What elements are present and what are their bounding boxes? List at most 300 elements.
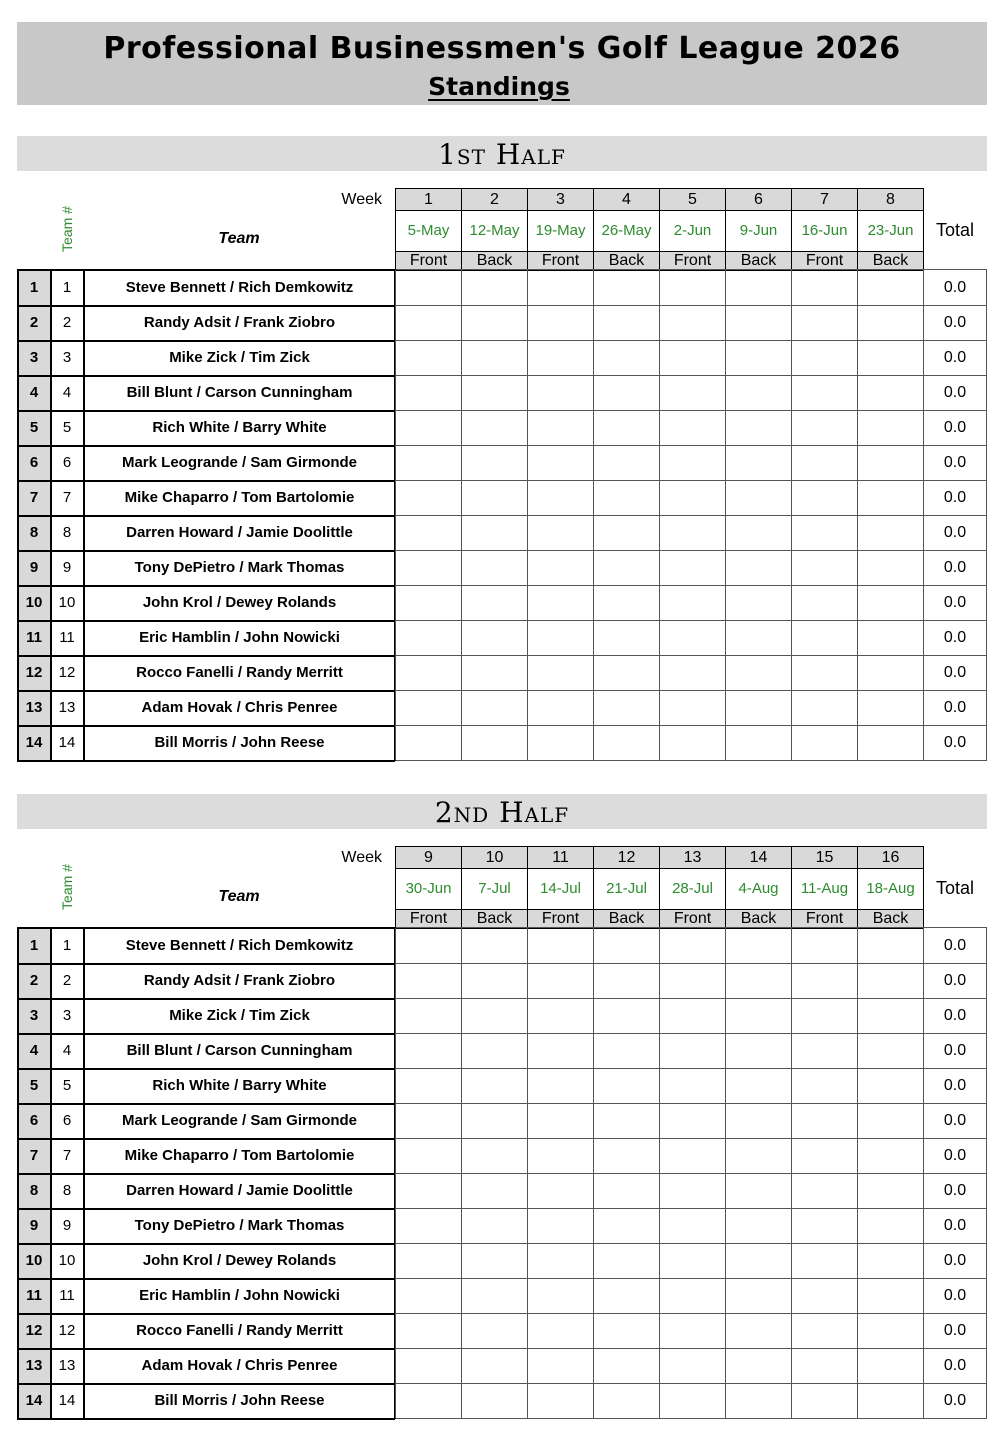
row-gridline bbox=[395, 550, 987, 551]
team-number-cell: 6 bbox=[62, 1112, 72, 1129]
team-name-cell: Tony DePietro / Mark Thomas bbox=[134, 1217, 345, 1234]
row-gridline bbox=[395, 1278, 987, 1279]
score-cell[interactable] bbox=[527, 1103, 593, 1138]
week-number: 4 bbox=[593, 188, 660, 211]
score-cell[interactable] bbox=[725, 340, 791, 375]
row-divider bbox=[17, 1208, 395, 1210]
score-cell[interactable] bbox=[461, 585, 527, 620]
score-cell[interactable] bbox=[659, 1138, 725, 1173]
score-cell[interactable] bbox=[659, 305, 725, 340]
col-gridline bbox=[527, 270, 528, 760]
score-cell[interactable] bbox=[527, 963, 593, 998]
score-cell[interactable] bbox=[395, 1173, 461, 1208]
score-cell[interactable] bbox=[593, 1383, 659, 1418]
score-cell[interactable] bbox=[395, 515, 461, 550]
score-cell[interactable] bbox=[791, 375, 857, 410]
score-cell[interactable] bbox=[659, 1033, 725, 1068]
row-gridline bbox=[395, 445, 987, 446]
score-cell[interactable] bbox=[593, 445, 659, 480]
score-cell[interactable] bbox=[725, 1278, 791, 1313]
score-cell[interactable] bbox=[527, 1348, 593, 1383]
score-cell[interactable] bbox=[461, 1033, 527, 1068]
row-gridline bbox=[395, 1208, 987, 1209]
score-cell[interactable] bbox=[527, 515, 593, 550]
subtitle-text: Standings bbox=[428, 72, 570, 101]
score-cell[interactable] bbox=[725, 725, 791, 760]
score-cell[interactable] bbox=[527, 928, 593, 963]
score-cell[interactable] bbox=[791, 690, 857, 725]
row-gridline bbox=[395, 1348, 987, 1349]
score-cell[interactable] bbox=[791, 550, 857, 585]
score-cell[interactable] bbox=[395, 998, 461, 1033]
row-gridline bbox=[395, 963, 987, 964]
score-cell[interactable] bbox=[857, 270, 923, 305]
score-cell[interactable] bbox=[593, 725, 659, 760]
score-cell[interactable] bbox=[461, 655, 527, 690]
score-cell[interactable] bbox=[857, 550, 923, 585]
score-cell[interactable] bbox=[725, 1033, 791, 1068]
score-cell[interactable] bbox=[461, 1278, 527, 1313]
score-cell[interactable] bbox=[395, 1103, 461, 1138]
score-cell[interactable] bbox=[659, 1068, 725, 1103]
score-cell[interactable] bbox=[725, 690, 791, 725]
score-cell[interactable] bbox=[791, 515, 857, 550]
score-cell[interactable] bbox=[857, 1243, 923, 1278]
score-cell[interactable] bbox=[791, 1278, 857, 1313]
score-cell[interactable] bbox=[857, 410, 923, 445]
score-cell[interactable] bbox=[593, 620, 659, 655]
score-cell[interactable] bbox=[395, 375, 461, 410]
score-cell[interactable] bbox=[857, 1068, 923, 1103]
score-cell[interactable] bbox=[791, 410, 857, 445]
week-side: Back bbox=[593, 251, 660, 271]
score-cell[interactable] bbox=[395, 1313, 461, 1348]
score-cell[interactable] bbox=[791, 480, 857, 515]
score-cell[interactable] bbox=[461, 480, 527, 515]
week-date: 19-May bbox=[527, 211, 594, 251]
score-cell[interactable] bbox=[527, 550, 593, 585]
week-side: Back bbox=[857, 251, 924, 271]
score-cell[interactable] bbox=[857, 1103, 923, 1138]
score-cell[interactable] bbox=[527, 1173, 593, 1208]
team-number-cell: 5 bbox=[62, 419, 72, 436]
score-cell[interactable] bbox=[659, 445, 725, 480]
score-cell[interactable] bbox=[395, 445, 461, 480]
score-cell[interactable] bbox=[791, 1208, 857, 1243]
score-cell[interactable] bbox=[725, 1313, 791, 1348]
score-cell[interactable] bbox=[791, 585, 857, 620]
total-cell: 0.0 bbox=[943, 279, 967, 296]
score-cell[interactable] bbox=[659, 1348, 725, 1383]
week-side: Front bbox=[791, 909, 858, 929]
score-cell[interactable] bbox=[593, 1278, 659, 1313]
score-cell[interactable] bbox=[725, 410, 791, 445]
score-cell[interactable] bbox=[527, 480, 593, 515]
score-cell[interactable] bbox=[527, 998, 593, 1033]
row-gridline bbox=[395, 1033, 987, 1034]
score-cell[interactable] bbox=[791, 963, 857, 998]
score-cell[interactable] bbox=[791, 1033, 857, 1068]
col-gridline bbox=[725, 270, 726, 760]
score-cell[interactable] bbox=[593, 928, 659, 963]
score-cell[interactable] bbox=[593, 1313, 659, 1348]
score-cell[interactable] bbox=[593, 690, 659, 725]
score-cell[interactable] bbox=[593, 410, 659, 445]
score-cell[interactable] bbox=[791, 1313, 857, 1348]
team-name-cell: Rich White / Barry White bbox=[152, 1077, 327, 1094]
score-cell[interactable] bbox=[857, 1173, 923, 1208]
score-cell[interactable] bbox=[725, 620, 791, 655]
col-gridline bbox=[593, 928, 594, 1418]
score-cell[interactable] bbox=[395, 690, 461, 725]
score-cell[interactable] bbox=[725, 445, 791, 480]
score-cell[interactable] bbox=[395, 305, 461, 340]
row-gridline bbox=[395, 1068, 987, 1069]
score-cell[interactable] bbox=[461, 410, 527, 445]
score-cell[interactable] bbox=[461, 340, 527, 375]
score-cell[interactable] bbox=[659, 655, 725, 690]
score-cell[interactable] bbox=[791, 340, 857, 375]
score-cell[interactable] bbox=[857, 1383, 923, 1418]
score-cell[interactable] bbox=[659, 270, 725, 305]
team-name-cell: Bill Morris / John Reese bbox=[154, 734, 325, 751]
week-side: Back bbox=[857, 909, 924, 929]
score-cell[interactable] bbox=[593, 270, 659, 305]
score-cell[interactable] bbox=[725, 1138, 791, 1173]
rank-cell: 9 bbox=[18, 550, 50, 585]
score-cell[interactable] bbox=[659, 515, 725, 550]
score-cell[interactable] bbox=[791, 620, 857, 655]
score-cell[interactable] bbox=[791, 1173, 857, 1208]
week-date: 5-May bbox=[395, 211, 462, 251]
team-number-cell: 11 bbox=[59, 629, 75, 646]
score-cell[interactable] bbox=[527, 1068, 593, 1103]
score-cell[interactable] bbox=[527, 585, 593, 620]
row-divider bbox=[17, 1068, 395, 1070]
score-cell[interactable] bbox=[659, 928, 725, 963]
team-number-cell: 12 bbox=[58, 1322, 76, 1339]
score-cell[interactable] bbox=[527, 1313, 593, 1348]
score-cell[interactable] bbox=[527, 655, 593, 690]
score-cell[interactable] bbox=[857, 515, 923, 550]
score-cell[interactable] bbox=[395, 270, 461, 305]
team-number-cell: 13 bbox=[58, 699, 76, 716]
score-cell[interactable] bbox=[791, 1103, 857, 1138]
score-cell[interactable] bbox=[857, 305, 923, 340]
score-cell[interactable] bbox=[527, 1278, 593, 1313]
score-cell[interactable] bbox=[857, 375, 923, 410]
score-cell[interactable] bbox=[395, 1243, 461, 1278]
score-cell[interactable] bbox=[527, 1383, 593, 1418]
score-cell[interactable] bbox=[857, 1208, 923, 1243]
week-number: 11 bbox=[527, 846, 594, 869]
score-cell[interactable] bbox=[725, 1243, 791, 1278]
score-cell[interactable] bbox=[791, 1138, 857, 1173]
score-cell[interactable] bbox=[725, 305, 791, 340]
score-cell[interactable] bbox=[593, 1173, 659, 1208]
team-name-cell: John Krol / Dewey Rolands bbox=[142, 594, 337, 611]
score-cell[interactable] bbox=[791, 725, 857, 760]
score-cell[interactable] bbox=[659, 340, 725, 375]
score-cell[interactable] bbox=[461, 928, 527, 963]
score-cell[interactable] bbox=[659, 480, 725, 515]
score-cell[interactable] bbox=[461, 1383, 527, 1418]
score-cell[interactable] bbox=[659, 725, 725, 760]
score-cell[interactable] bbox=[857, 690, 923, 725]
score-cell[interactable] bbox=[791, 1243, 857, 1278]
score-cell[interactable] bbox=[395, 480, 461, 515]
total-cell: 0.0 bbox=[943, 972, 967, 989]
total-cell: 0.0 bbox=[943, 524, 967, 541]
score-cell[interactable] bbox=[659, 1313, 725, 1348]
score-cell[interactable] bbox=[593, 1068, 659, 1103]
score-cell[interactable] bbox=[593, 1103, 659, 1138]
score-cell[interactable] bbox=[857, 1033, 923, 1068]
score-cell[interactable] bbox=[461, 963, 527, 998]
score-cell[interactable] bbox=[857, 340, 923, 375]
total-cell: 0.0 bbox=[943, 937, 967, 954]
score-cell[interactable] bbox=[461, 690, 527, 725]
total-cell: 0.0 bbox=[943, 1392, 967, 1409]
score-cell[interactable] bbox=[791, 445, 857, 480]
score-cell[interactable] bbox=[527, 1033, 593, 1068]
score-cell[interactable] bbox=[593, 515, 659, 550]
week-date: 12-May bbox=[461, 211, 528, 251]
total-cell: 0.0 bbox=[943, 1322, 967, 1339]
score-cell[interactable] bbox=[527, 1138, 593, 1173]
score-cell[interactable] bbox=[659, 1278, 725, 1313]
score-cell[interactable] bbox=[395, 1033, 461, 1068]
score-cell[interactable] bbox=[593, 1138, 659, 1173]
col-gridline bbox=[659, 270, 660, 760]
total-cell: 0.0 bbox=[943, 419, 967, 436]
score-cell[interactable] bbox=[527, 620, 593, 655]
score-cell[interactable] bbox=[725, 375, 791, 410]
score-cell[interactable] bbox=[395, 585, 461, 620]
score-cell[interactable] bbox=[725, 585, 791, 620]
score-cell[interactable] bbox=[395, 655, 461, 690]
score-cell[interactable] bbox=[659, 963, 725, 998]
score-cell[interactable] bbox=[857, 725, 923, 760]
score-cell[interactable] bbox=[659, 690, 725, 725]
score-cell[interactable] bbox=[857, 998, 923, 1033]
score-cell[interactable] bbox=[791, 1348, 857, 1383]
team-name-cell: Mike Chaparro / Tom Bartolomie bbox=[124, 489, 355, 506]
score-cell[interactable] bbox=[395, 1068, 461, 1103]
score-cell[interactable] bbox=[857, 1313, 923, 1348]
score-cell[interactable] bbox=[725, 550, 791, 585]
score-cell[interactable] bbox=[395, 550, 461, 585]
score-cell[interactable] bbox=[593, 1348, 659, 1383]
score-cell[interactable] bbox=[857, 480, 923, 515]
week-side: Front bbox=[659, 251, 726, 271]
score-cell[interactable] bbox=[395, 1208, 461, 1243]
score-cell[interactable] bbox=[857, 620, 923, 655]
team-name-cell: Randy Adsit / Frank Ziobro bbox=[143, 314, 336, 331]
score-cell[interactable] bbox=[461, 270, 527, 305]
score-cell[interactable] bbox=[593, 585, 659, 620]
row-divider bbox=[17, 1103, 395, 1105]
score-cell[interactable] bbox=[791, 998, 857, 1033]
score-cell[interactable] bbox=[659, 620, 725, 655]
score-cell[interactable] bbox=[659, 550, 725, 585]
score-cell[interactable] bbox=[857, 655, 923, 690]
score-cell[interactable] bbox=[725, 1068, 791, 1103]
score-cell[interactable] bbox=[593, 375, 659, 410]
score-cell[interactable] bbox=[461, 1103, 527, 1138]
score-cell[interactable] bbox=[725, 515, 791, 550]
score-cell[interactable] bbox=[593, 1243, 659, 1278]
team-number-cell: 5 bbox=[62, 1077, 72, 1094]
row-divider bbox=[17, 375, 395, 377]
score-cell[interactable] bbox=[461, 375, 527, 410]
score-cell[interactable] bbox=[527, 1243, 593, 1278]
score-cell[interactable] bbox=[461, 305, 527, 340]
col-gridline bbox=[857, 928, 858, 1418]
score-cell[interactable] bbox=[593, 480, 659, 515]
team-name-cell: Adam Hovak / Chris Penree bbox=[141, 1357, 338, 1374]
score-cell[interactable] bbox=[593, 963, 659, 998]
team-number-cell: 8 bbox=[62, 1182, 72, 1199]
score-cell[interactable] bbox=[527, 725, 593, 760]
team-name-cell: Bill Morris / John Reese bbox=[154, 1392, 325, 1409]
score-cell[interactable] bbox=[461, 1208, 527, 1243]
score-cell[interactable] bbox=[725, 655, 791, 690]
score-cell[interactable] bbox=[791, 305, 857, 340]
week-number: 9 bbox=[395, 846, 462, 869]
score-cell[interactable] bbox=[857, 1278, 923, 1313]
score-cell[interactable] bbox=[659, 1103, 725, 1138]
score-cell[interactable] bbox=[857, 585, 923, 620]
score-cell[interactable] bbox=[593, 998, 659, 1033]
score-cell[interactable] bbox=[725, 1383, 791, 1418]
rank-cell: 8 bbox=[18, 515, 50, 550]
team-name-cell: Steve Bennett / Rich Demkowitz bbox=[125, 937, 354, 954]
score-cell[interactable] bbox=[527, 340, 593, 375]
score-cell[interactable] bbox=[395, 1348, 461, 1383]
score-cell[interactable] bbox=[725, 1208, 791, 1243]
col-gridline bbox=[461, 928, 462, 1418]
total-cell: 0.0 bbox=[943, 1217, 967, 1234]
score-cell[interactable] bbox=[791, 1383, 857, 1418]
score-cell[interactable] bbox=[725, 270, 791, 305]
score-cell[interactable] bbox=[461, 515, 527, 550]
score-cell[interactable] bbox=[461, 1243, 527, 1278]
score-cell[interactable] bbox=[395, 620, 461, 655]
score-cell[interactable] bbox=[593, 550, 659, 585]
total-cell: 0.0 bbox=[943, 559, 967, 576]
score-cell[interactable] bbox=[527, 1208, 593, 1243]
score-cell[interactable] bbox=[461, 725, 527, 760]
score-cell[interactable] bbox=[791, 655, 857, 690]
score-cell[interactable] bbox=[725, 928, 791, 963]
score-cell[interactable] bbox=[659, 410, 725, 445]
score-cell[interactable] bbox=[791, 270, 857, 305]
score-cell[interactable] bbox=[527, 410, 593, 445]
score-cell[interactable] bbox=[659, 1208, 725, 1243]
row-divider bbox=[17, 690, 395, 692]
week-side: Back bbox=[461, 251, 528, 271]
score-cell[interactable] bbox=[461, 1348, 527, 1383]
score-cell[interactable] bbox=[395, 410, 461, 445]
score-cell[interactable] bbox=[461, 998, 527, 1033]
score-cell[interactable] bbox=[527, 305, 593, 340]
score-cell[interactable] bbox=[857, 1348, 923, 1383]
score-cell[interactable] bbox=[593, 1033, 659, 1068]
score-cell[interactable] bbox=[725, 480, 791, 515]
total-cell: 0.0 bbox=[943, 1042, 967, 1059]
rank-cell: 7 bbox=[18, 1138, 50, 1173]
score-cell[interactable] bbox=[857, 963, 923, 998]
score-cell[interactable] bbox=[527, 690, 593, 725]
score-cell[interactable] bbox=[461, 1138, 527, 1173]
score-cell[interactable] bbox=[725, 1348, 791, 1383]
row-gridline bbox=[395, 375, 987, 376]
score-cell[interactable] bbox=[527, 375, 593, 410]
score-cell[interactable] bbox=[527, 270, 593, 305]
score-cell[interactable] bbox=[659, 1383, 725, 1418]
score-cell[interactable] bbox=[461, 550, 527, 585]
score-cell[interactable] bbox=[659, 585, 725, 620]
col-divider bbox=[17, 269, 19, 761]
score-cell[interactable] bbox=[461, 1068, 527, 1103]
rank-cell: 3 bbox=[18, 998, 50, 1033]
score-cell[interactable] bbox=[725, 1103, 791, 1138]
score-cell[interactable] bbox=[461, 1313, 527, 1348]
score-cell[interactable] bbox=[593, 305, 659, 340]
score-cell[interactable] bbox=[527, 445, 593, 480]
row-divider bbox=[17, 927, 395, 929]
score-cell[interactable] bbox=[857, 928, 923, 963]
score-cell[interactable] bbox=[791, 928, 857, 963]
score-cell[interactable] bbox=[395, 963, 461, 998]
score-cell[interactable] bbox=[659, 375, 725, 410]
score-cell[interactable] bbox=[791, 1068, 857, 1103]
week-number: 8 bbox=[857, 188, 924, 211]
score-cell[interactable] bbox=[725, 1173, 791, 1208]
score-cell[interactable] bbox=[461, 620, 527, 655]
score-cell[interactable] bbox=[395, 725, 461, 760]
score-cell[interactable] bbox=[593, 655, 659, 690]
row-divider bbox=[17, 655, 395, 657]
team-name-cell: Randy Adsit / Frank Ziobro bbox=[143, 972, 336, 989]
rank-cell: 14 bbox=[18, 1383, 50, 1418]
score-cell[interactable] bbox=[857, 1138, 923, 1173]
score-cell[interactable] bbox=[659, 1173, 725, 1208]
score-cell[interactable] bbox=[725, 963, 791, 998]
score-cell[interactable] bbox=[857, 445, 923, 480]
col-divider bbox=[83, 269, 85, 761]
row-divider bbox=[17, 1243, 395, 1245]
score-cell[interactable] bbox=[395, 1383, 461, 1418]
row-gridline bbox=[395, 1173, 987, 1174]
score-cell[interactable] bbox=[659, 998, 725, 1033]
week-label: Week bbox=[341, 849, 382, 866]
score-cell[interactable] bbox=[593, 1208, 659, 1243]
score-cell[interactable] bbox=[395, 928, 461, 963]
score-cell[interactable] bbox=[461, 445, 527, 480]
total-cell: 0.0 bbox=[943, 1147, 967, 1164]
score-cell[interactable] bbox=[593, 340, 659, 375]
score-cell[interactable] bbox=[395, 340, 461, 375]
score-cell[interactable] bbox=[725, 998, 791, 1033]
score-cell[interactable] bbox=[395, 1278, 461, 1313]
total-cell: 0.0 bbox=[943, 594, 967, 611]
score-cell[interactable] bbox=[659, 1243, 725, 1278]
score-cell[interactable] bbox=[461, 1173, 527, 1208]
score-cell[interactable] bbox=[395, 1138, 461, 1173]
total-header: Total bbox=[935, 220, 975, 240]
